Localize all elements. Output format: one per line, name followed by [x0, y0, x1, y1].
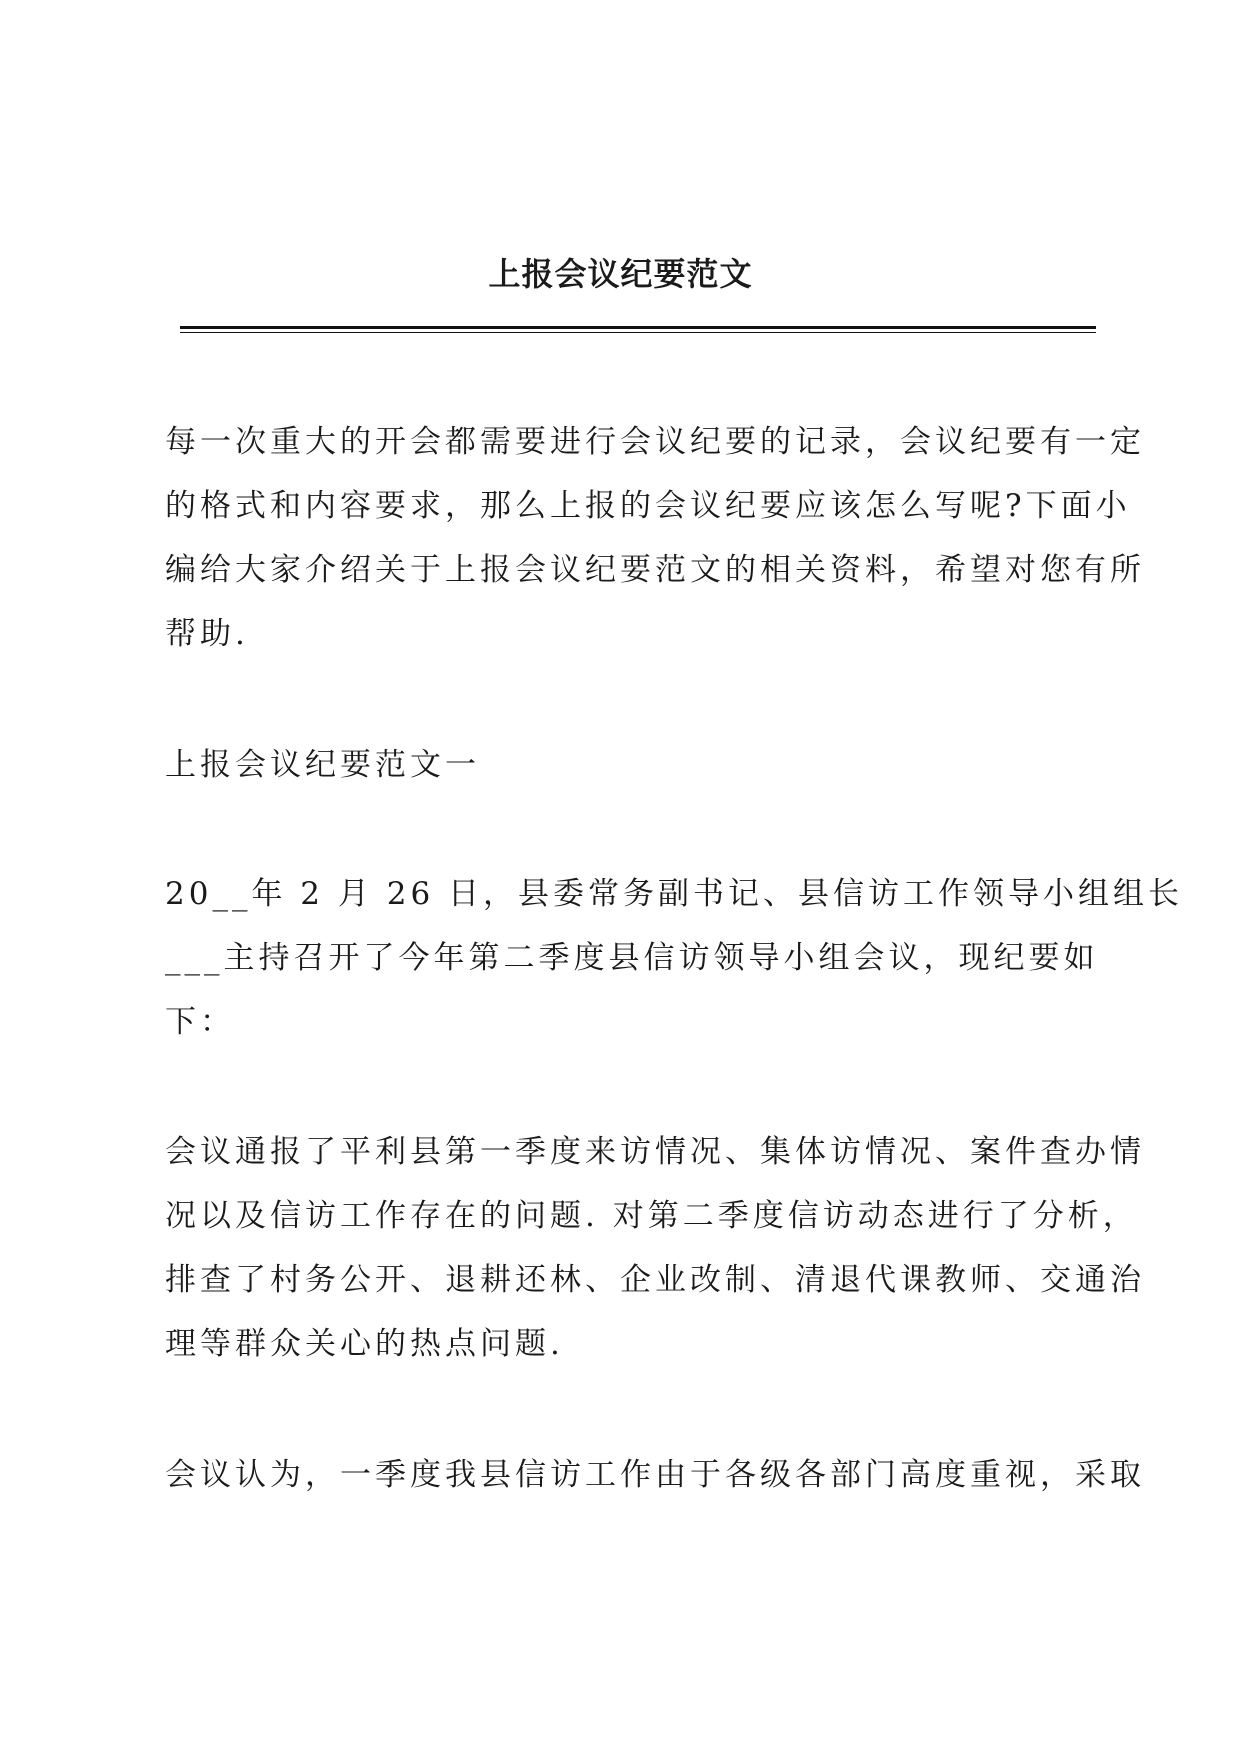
- text-line: 帮助.: [165, 616, 249, 652]
- text-line: 会议认为，一季度我县信访工作由于各级各部门高度重视，采取: [165, 1457, 1145, 1493]
- text-line: 上报会议纪要范文一: [165, 747, 480, 783]
- text-line: 况以及信访工作存在的问题. 对第二季度信访动态进行了分析，: [165, 1198, 1138, 1234]
- text-line: 排查了村务公开、退耕还林、企业改制、清退代课教师、交通治: [165, 1262, 1145, 1298]
- paragraph-meeting-info: [165, 862, 1184, 1054]
- paragraph-conclusion: [165, 1443, 1145, 1507]
- text-line: 的格式和内容要求，那么上报的会议纪要应该怎么写呢?下面小: [165, 488, 1131, 524]
- section-heading: [165, 733, 1095, 797]
- document-title: 上报会议纪要范文: [488, 255, 753, 293]
- text-line: ___主持召开了今年第二季度县信访领导小组会议，现纪要如: [165, 940, 1099, 976]
- divider-thin-line: [180, 332, 1096, 333]
- paragraph-report: [165, 1120, 1145, 1376]
- paragraph-intro: [165, 410, 1145, 666]
- text-line: 下：: [165, 1004, 235, 1040]
- text-line: 会议通报了平利县第一季度来访情况、集体访情况、案件查办情: [165, 1134, 1145, 1170]
- text-line: 20__年 2 月 26 日，县委常务副书记、县信访工作领导小组组长: [165, 876, 1184, 912]
- text-line: 理等群众关心的热点问题.: [165, 1326, 564, 1362]
- text-line: 每一次重大的开会都需要进行会议纪要的记录，会议纪要有一定: [165, 424, 1145, 460]
- divider-thick-line: [180, 326, 1096, 329]
- text-line: 编给大家介绍关于上报会议纪要范文的相关资料，希望对您有所: [165, 552, 1145, 588]
- title-divider: [180, 326, 1096, 333]
